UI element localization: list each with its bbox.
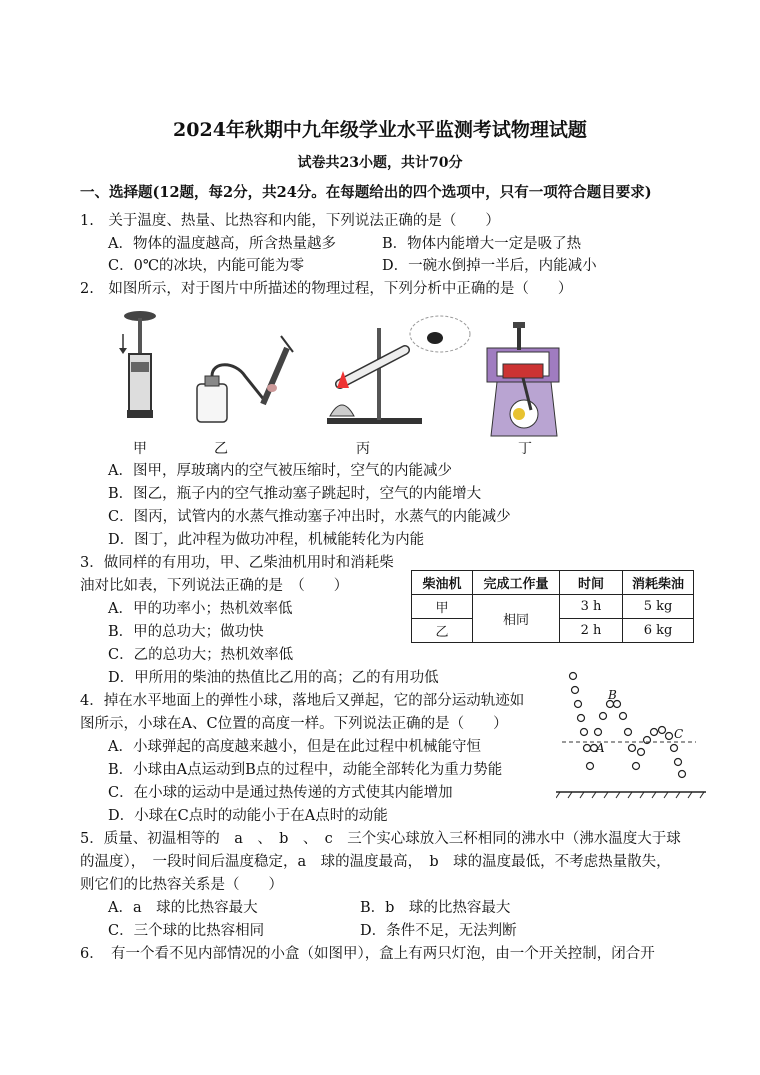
q3-option-c: C．乙的总功大；热机效率低	[108, 647, 294, 663]
page-subtitle: 试卷共23小题，共计70分	[297, 155, 463, 171]
table-cell: 6 kg	[623, 619, 694, 643]
figure-label-ding: 丁	[518, 441, 532, 457]
table-header: 完成工作量	[473, 571, 560, 595]
table-cell: 5 kg	[623, 595, 694, 619]
q4-stem-line1: 4．掉在水平地面上的弹性小球，落地后又弹起，它的部分运动轨迹如	[80, 693, 525, 709]
q5-option-a: A．a 球的比热容最大	[108, 900, 258, 916]
q1-option-d: D．一碗水倒掉一半后，内能减小	[382, 258, 597, 274]
q5-option-c: C．三个球的比热容相同	[108, 923, 265, 939]
ball-trajectory-icon	[570, 673, 686, 778]
q3-option-a: A．甲的功率小；热机效率低	[108, 601, 293, 617]
figure-yi-icon	[197, 336, 293, 422]
table-cell: 3 h	[560, 595, 623, 619]
q4-option-b: B．小球由A点运动到B点的过程中，动能全部转化为重力势能	[108, 762, 503, 778]
q6-line1: 6． 有一个看不见内部情况的小盒（如图甲），盒上有两只灯泡，由一个开关控制，闭合开	[80, 946, 655, 962]
q4-option-d: D．小球在C点时的动能小于在A点时的动能	[108, 808, 388, 824]
point-b-label: B	[608, 688, 617, 702]
figure-label-jia: 甲	[133, 441, 147, 457]
q3-option-d: D．甲所用的柴油的热值比乙用的高；乙的有用功低	[108, 670, 439, 686]
point-c-label: C	[674, 727, 684, 741]
table-header: 消耗柴油	[623, 571, 694, 595]
q2-option-d: D．图丁，此冲程为做功冲程，机械能转化为内能	[108, 532, 425, 548]
q5-line1: 5．质量、初温相等的 a 、 b 、 c 三个实心球放入三杯相同的沸水中（沸水温度大于球	[80, 831, 681, 847]
table-cell: 2 h	[560, 619, 623, 643]
q5-option-b: B．b 球的比热容最大	[360, 900, 511, 916]
point-a-label: A	[596, 741, 605, 755]
q3-stem-line1: 3．做同样的有用功，甲、乙柴油机用时和消耗柴	[80, 555, 394, 571]
table-cell: 相同	[473, 595, 560, 643]
q3-table	[411, 570, 694, 643]
q1-option-a: A．物体的温度越高，所含热量越多	[108, 236, 336, 252]
table-header: 时间	[560, 571, 623, 595]
q2-option-c: C．图丙，试管内的水蒸气推动塞子冲出时，水蒸气的内能减少	[108, 509, 511, 525]
q3-option-b: B．甲的总功大；做功快	[108, 624, 264, 640]
q2-option-a: A．图甲，厚玻璃内的空气被压缩时，空气的内能减少	[108, 463, 452, 479]
section-heading: 一、选择题(12题，每2分，共24分。在每题给出的四个选项中，只有一项符合题目要求)	[80, 184, 652, 201]
q3-stem-line2: 油对比如表，下列说法正确的是 （ ）	[80, 578, 349, 594]
q1-stem: 1. 关于温度、热量、比热容和内能，下列说法正确的是（ ）	[80, 213, 500, 229]
q4-bounce-figure	[556, 668, 706, 802]
figure-jia-icon	[119, 311, 156, 418]
q4-option-a: A．小球弹起的高度越来越小，但是在此过程中机械能守恒	[108, 739, 481, 755]
q1-option-c: C．0℃的冰块，内能可能为零	[108, 258, 305, 274]
q1-option-b: B．物体内能增大一定是吸了热	[382, 236, 582, 252]
figure-label-yi: 乙	[214, 441, 228, 457]
figure-bing-icon	[327, 316, 470, 424]
page-title: 2024年秋期中九年级学业水平监测考试物理试题	[173, 119, 587, 141]
q5-line2: 的温度）， 一段时间后温度稳定，a 球的温度最高， b 球的温度最低，不考虑热量散失，	[80, 854, 671, 870]
q5-option-d: D．条件不足，无法判断	[360, 923, 517, 939]
q2-stem: 2. 如图所示，对于图片中所描述的物理过程，下列分析中正确的是（ ）	[80, 281, 573, 297]
figure-label-bing: 丙	[356, 441, 370, 457]
table-cell: 甲	[412, 595, 473, 619]
q2-figures	[105, 306, 595, 456]
table-header: 柴油机	[412, 571, 473, 595]
q4-option-c: C．在小球的运动中是通过热传递的方式使其内能增加	[108, 785, 453, 801]
table-row	[412, 595, 694, 619]
q4-stem-line2: 图所示，小球在A、C位置的高度一样。下列说法正确的是（ ）	[80, 716, 508, 732]
figure-ding-icon	[487, 322, 559, 436]
table-cell: 乙	[412, 619, 473, 643]
q2-option-b: B．图乙，瓶子内的空气推动塞子跳起时，空气的内能增大	[108, 486, 482, 502]
table-header-row	[412, 571, 694, 595]
q5-line3: 则它们的比热容关系是（ ）	[80, 877, 283, 893]
